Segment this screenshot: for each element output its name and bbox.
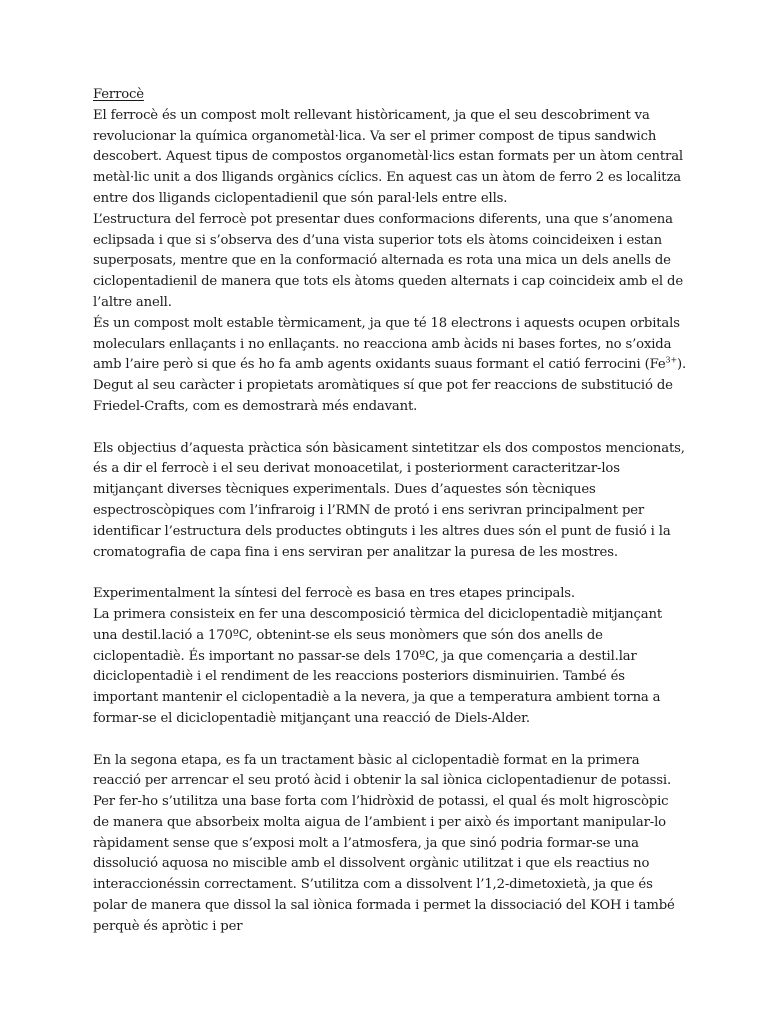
stability-close: ). <box>677 357 687 373</box>
stability-text: És un compost molt estable tèrmicament, ja que té 18 electrons i aquests ocupen orbitals moleculars enllaçants i no enllaçants. no reacciona amb àcids ni bases fortes, no s’oxida amb l’aire però si que és ho fa amb agents oxidants suaus formant el catió ferrocini (Fe <box>93 315 680 373</box>
paragraph-second-stage: En la segona etapa, es fa un tractament bàsic al ciclopentadiè format en la primera reacció per arrencar el seu protó àcid i obtenir la sal iònica ciclopentadienur de potassi. Per fer-ho s’utilitza una base forta com l’hidròxid de potassi, el qual és molt higroscòpic de manera que absorbeix molta aigua de l’ambient i per això és important manipular-lo ràpidament sense que s’exposi molt a l’atmosfera, ja que sinó podria formar-se una dissolució aquosa no miscible amb el dissolvent orgànic utilitzat i que els reactius no interaccionéssin correctament. S’utilitza com a dissolvent l’1,2-dimetoxietà, ja que és polar de manera que dissol la sal iònica formada i permet la dissociació del KOH i també perquè és apròtic i per <box>93 752 675 934</box>
paragraph-gap <box>93 563 688 584</box>
paragraph-objectives: Els objectius d’aquesta pràctica són bàsicament sintetitzar els dos compostos mencionats, és a dir el ferrocè i el seu derivat monoacetilat, i posteriorment caracteritzar-los mitjançant diverses tècniques experimentals. Dues d’aquestes són tècniques espectroscòpiques com l’infraroig i l’RMN de protó i ens serivran principalment per identificar l’estructura dels productes obtinguts i les altres dues són el punt de fusió i la cromatografia de capa fina i ens serviran per analitzar la puresa de les mostres. <box>93 440 685 560</box>
paragraph-conformations: L’estructura del ferrocè pot presentar dues conformacions diferents, una que s’anomena eclipsada i que si s’observa des d’una vista superior tots els àtoms coincideixen i estan superposats, mentre que en la conformació alternada es rota una mica un dels anells de ciclopentadienil de manera que tots els àtoms queden alternats i cap coincideix amb el de l’altre anell. <box>93 211 683 310</box>
paragraph-aromaticity: Degut al seu caràcter i propietats aromàtiques sí que pot fer reaccions de substitució de Friedel-Crafts, com es demostrarà més endavant. <box>93 378 673 414</box>
paragraph-stability <box>93 314 688 376</box>
paragraph-first-stage: La primera consisteix en fer una descomposició tèrmica del diciclopentadiè mitjançant una destil.lació a 170ºC, obtenint-se els seus monòmers que són dos anells de ciclopentadiè. És important no passar-se dels 170ºC, ja que començaria a destil.lar diciclopentadiè i el rendiment de les reaccions posteriors disminuirien. També és important mantenir el ciclopentadiè a la nevera, ja que a temperatura ambient torna a formar-se el diciclopentadiè mitjançant una reacció de Diels-Alder. <box>93 606 662 726</box>
ferrocinium-charge: 3+ <box>665 355 677 365</box>
paragraph-gap <box>93 730 688 751</box>
document-title: Ferrocè <box>93 87 144 102</box>
document-body <box>93 85 688 938</box>
paragraph-gap <box>93 418 688 439</box>
paragraph-intro: El ferrocè és un compost molt rellevant històricament, ja que el seu descobriment va revolucionar la química organometàl·lica. Va ser el primer compost de tipus sandwich descobert. Aquest tipus de compostos organometàl·lics estan formats per un àtom central metàl·lic unit a dos lligands orgànics cíclics. En aquest cas un àtom de ferro 2 es localitza entre dos lligands ciclopentadienil que són paral·lels entre ells. <box>93 107 683 206</box>
paragraph-stages: Experimentalment la síntesi del ferrocè es basa en tres etapes principals. <box>93 586 575 602</box>
